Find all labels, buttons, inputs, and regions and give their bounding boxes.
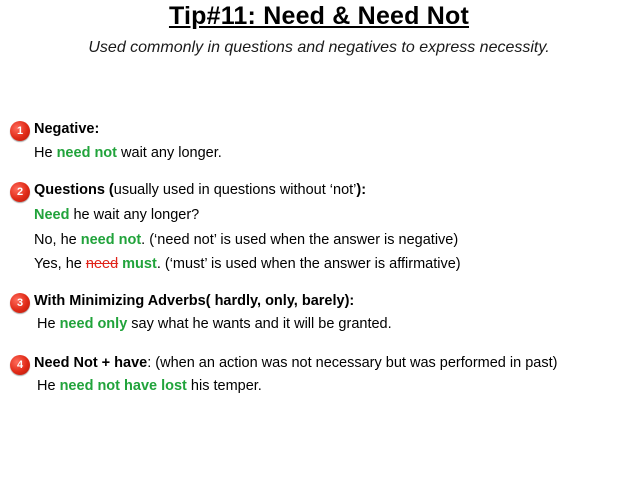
- heading-normal: usually used in questions without ‘not’: [113, 182, 357, 198]
- text: No, he: [34, 232, 81, 248]
- text: wait any longer.: [117, 145, 222, 161]
- section-2-heading: [34, 182, 366, 198]
- text: he wait any longer?: [69, 207, 200, 223]
- heading-end: ):: [356, 182, 367, 198]
- heading-bold: Need Not + have: [34, 355, 148, 371]
- heading-normal: : (when an action was not necessary but was performed in past): [147, 355, 558, 371]
- section-4-example: [37, 378, 262, 394]
- number-badge-1: 1: [10, 121, 30, 141]
- section-4-heading: [34, 355, 557, 371]
- highlight-green: need only: [59, 316, 128, 332]
- highlight-green: need not: [80, 232, 142, 248]
- number-badge-3: 3: [10, 293, 30, 313]
- text: . (‘need not’ is used when the answer is negative): [141, 232, 459, 248]
- highlight-green: must: [118, 256, 157, 272]
- text: . (‘must’ is used when the answer is affirmative): [156, 256, 461, 272]
- text: say what he wants and it will be granted.: [127, 316, 392, 332]
- highlight-green: need not: [56, 145, 117, 161]
- slide-title: Tip#11: Need & Need Not: [168, 2, 470, 30]
- section-3-example: [37, 316, 392, 332]
- section-2-no-answer: [34, 232, 458, 248]
- highlight-green: need not have lost: [59, 378, 187, 394]
- text: He: [37, 316, 60, 332]
- text: He: [34, 145, 57, 161]
- text: He: [37, 378, 60, 394]
- text: Yes, he: [34, 256, 86, 272]
- section-2-yes-answer: [34, 256, 461, 272]
- slide-subtitle: Used commonly in questions and negatives to express necessity.: [88, 39, 550, 56]
- text: his temper.: [186, 378, 262, 394]
- heading-bold: Questions (: [34, 182, 114, 198]
- strikethrough-red: need: [85, 256, 119, 272]
- number-badge-2: 2: [10, 182, 30, 202]
- number-badge-4: 4: [10, 355, 30, 375]
- highlight-green: Need: [34, 207, 70, 223]
- section-1-heading: Negative:: [34, 121, 100, 137]
- section-2-question: [34, 207, 199, 223]
- section-3-heading: With Minimizing Adverbs( hardly, only, barely):: [34, 293, 355, 309]
- section-1-example: [34, 145, 222, 161]
